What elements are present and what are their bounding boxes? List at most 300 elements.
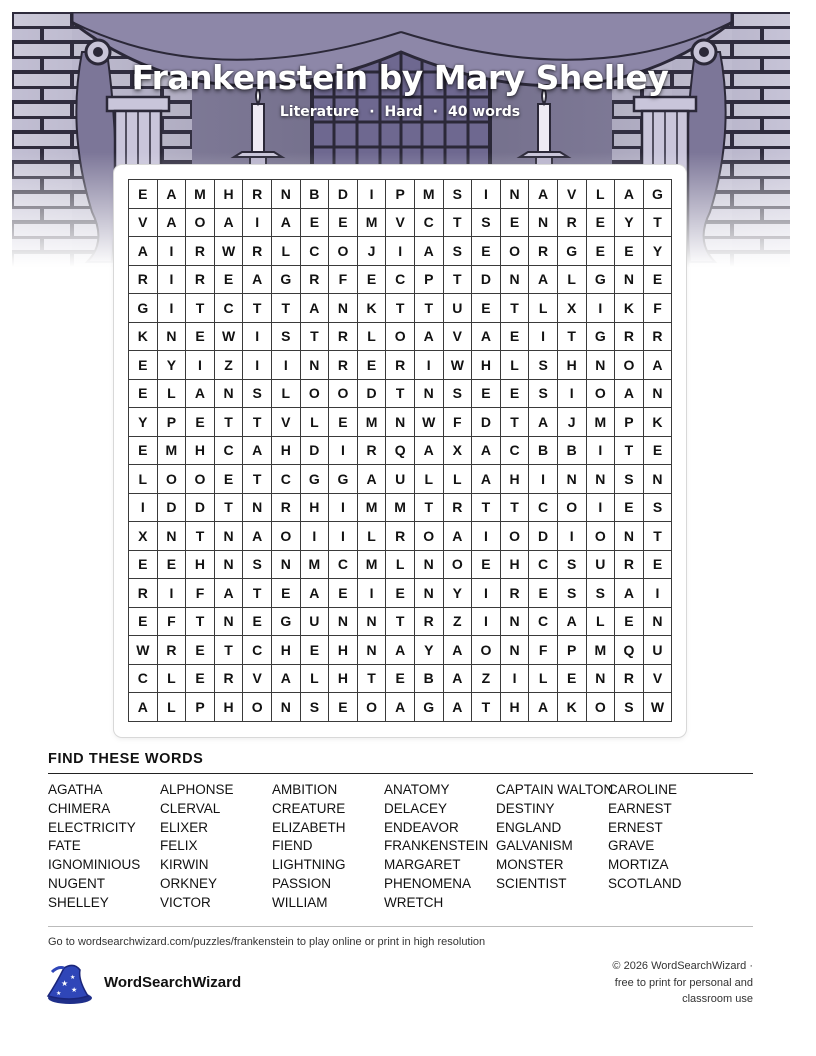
grid-cell: I [529,322,558,351]
word-list-item: CLERVAL [160,800,221,816]
grid-cell: A [129,237,158,266]
grid-cell: L [357,522,386,551]
word-list-item: ANATOMY [384,782,450,797]
grid-cell: E [472,237,501,266]
grid-row [129,607,672,636]
grid-cell: E [129,607,158,636]
grid-cell: S [300,693,329,722]
word-list-item: MARGARET [384,857,461,873]
grid-cell: T [500,294,529,323]
grid-cell: I [129,493,158,522]
grid-cell: E [643,436,672,465]
grid-cell: O [500,237,529,266]
puzzle-title: Frankenstein by Mary Shelley [131,58,669,97]
copyright-line: © 2026 WordSearchWizard · [612,960,753,972]
word-list-item: SCOTLAND [608,875,682,891]
word-list-item: GALVANISM [496,838,573,854]
grid-cell: E [129,379,158,408]
grid-cell: T [357,664,386,693]
grid-cell: I [643,579,672,608]
word-list-item: SHELLEY [48,894,109,910]
grid-cell: F [529,636,558,665]
grid-cell: T [500,408,529,437]
grid-cell: A [557,607,586,636]
word-list-item: PHENOMENA [384,875,472,891]
grid-cell: S [443,180,472,209]
grid-cell: L [500,351,529,380]
grid-cell: O [186,465,215,494]
grid-cell: E [529,579,558,608]
grid-cell: O [500,522,529,551]
grid-cell: Z [214,351,243,380]
grid-cell: T [214,636,243,665]
grid-cell: E [472,550,501,579]
grid-cell: C [329,550,358,579]
grid-cell: H [329,636,358,665]
grid-cell: I [243,322,272,351]
grid-cell: O [271,522,300,551]
grid-cell: O [186,208,215,237]
grid-cell: R [615,322,644,351]
word-list-item: SCIENTIST [496,875,567,891]
grid-cell: L [129,465,158,494]
grid-cell: L [157,379,186,408]
grid-cell: K [643,408,672,437]
grid-cell: F [157,607,186,636]
grid-cell: I [557,379,586,408]
word-list-item: IGNOMINIOUS [48,857,141,873]
grid-cell: R [214,664,243,693]
grid-cell: R [329,351,358,380]
grid-cell: T [214,408,243,437]
word-list-item: FELIX [160,838,198,854]
grid-cell: I [472,579,501,608]
grid-cell: I [586,294,615,323]
grid-cell: T [472,693,501,722]
grid-cell: O [472,636,501,665]
grid-cell: E [186,664,215,693]
grid-cell: S [615,465,644,494]
grid-cell: N [243,493,272,522]
grid-cell: M [357,408,386,437]
grid-cell: Z [443,607,472,636]
grid-cell: A [300,294,329,323]
grid-cell: O [157,465,186,494]
grid-cell: E [472,379,501,408]
grid-cell: V [386,208,415,237]
grid-cell: E [386,664,415,693]
grid-cell: U [443,294,472,323]
grid-cell: R [300,265,329,294]
meta-separator: · [369,104,375,120]
grid-cell: N [214,550,243,579]
grid-cell: E [129,180,158,209]
word-list-item: KIRWIN [160,857,209,873]
grid-cell: O [443,550,472,579]
grid-cell: A [186,379,215,408]
grid-cell: O [586,522,615,551]
grid-cell: S [243,550,272,579]
grid-cell: L [357,322,386,351]
svg-text:★: ★ [61,979,69,988]
grid-cell: R [243,180,272,209]
grid-cell: I [472,522,501,551]
grid-cell: C [414,208,443,237]
grid-cell: S [271,322,300,351]
grid-cell: H [500,465,529,494]
grid-cell: O [586,693,615,722]
grid-cell: A [529,693,558,722]
divider [48,773,753,774]
grid-cell: L [414,465,443,494]
grid-cell: P [386,180,415,209]
grid-cell: N [357,607,386,636]
puzzle-grid-card [114,165,686,737]
grid-cell: L [157,693,186,722]
grid-cell: K [557,693,586,722]
grid-cell: C [529,550,558,579]
grid-cell: R [129,265,158,294]
grid-cell: H [271,636,300,665]
word-list-item: ELIXER [160,819,209,835]
grid-cell: P [414,265,443,294]
grid-cell: I [586,493,615,522]
word-list-item: NUGENT [48,875,105,891]
grid-cell: Z [472,664,501,693]
grid-cell: S [615,693,644,722]
grid-cell: T [643,208,672,237]
grid-cell: F [329,265,358,294]
grid-cell: W [214,322,243,351]
grid-cell: D [472,265,501,294]
grid-cell: E [214,265,243,294]
grid-cell: M [357,550,386,579]
grid-cell: E [643,265,672,294]
grid-cell: L [529,664,558,693]
grid-cell: I [271,351,300,380]
grid-cell: X [557,294,586,323]
grid-cell: T [186,294,215,323]
grid-cell: I [557,522,586,551]
grid-cell: T [386,294,415,323]
word-list-item: VICTOR [160,894,211,910]
grid-cell: A [414,322,443,351]
grid-cell: N [329,607,358,636]
word-list-item: PASSION [272,875,332,891]
grid-cell: N [586,465,615,494]
grid-cell: E [615,607,644,636]
word-list-item: FIEND [272,838,313,854]
grid-cell: E [186,408,215,437]
footer-link-note: Go to wordsearchwizard.com/puzzles/frankenstein to play online or print in high resolution [48,936,486,948]
grid-cell: A [386,693,415,722]
divider [48,926,753,927]
grid-cell: N [157,522,186,551]
grid-cell: C [214,294,243,323]
grid-cell: S [557,579,586,608]
grid-cell: M [586,408,615,437]
grid-cell: E [615,493,644,522]
grid-cell: P [186,693,215,722]
grid-cell: D [300,436,329,465]
grid-cell: G [271,607,300,636]
grid-cell: F [186,579,215,608]
grid-cell: D [472,408,501,437]
grid-cell: F [643,294,672,323]
grid-cell: I [529,465,558,494]
meta-separator: · [432,104,438,120]
grid-row [129,408,672,437]
grid-cell: A [243,522,272,551]
grid-cell: T [386,607,415,636]
grid-cell: N [586,664,615,693]
grid-cell: I [329,493,358,522]
grid-cell: R [386,351,415,380]
grid-cell: E [643,550,672,579]
grid-cell: G [586,322,615,351]
grid-cell: O [300,379,329,408]
grid-cell: H [186,436,215,465]
grid-cell: C [129,664,158,693]
grid-cell: R [329,322,358,351]
word-list-item: AMBITION [272,782,338,797]
grid-cell: E [557,664,586,693]
grid-cell: E [129,550,158,579]
grid-cell: N [615,522,644,551]
grid-row [129,208,672,237]
letter-grid [128,179,672,722]
grid-cell: E [500,208,529,237]
grid-cell: N [300,351,329,380]
grid-cell: Y [157,351,186,380]
grid-cell: A [615,180,644,209]
grid-cell: S [557,550,586,579]
grid-cell: T [243,408,272,437]
grid-cell: N [214,607,243,636]
grid-cell: N [414,579,443,608]
grid-cell: I [472,180,501,209]
grid-cell: A [615,379,644,408]
grid-cell: H [300,493,329,522]
grid-cell: L [300,664,329,693]
grid-cell: I [300,522,329,551]
grid-cell: R [186,237,215,266]
grid-cell: Y [643,237,672,266]
grid-cell: A [157,208,186,237]
word-list-item: AGATHA [48,782,103,797]
grid-cell: U [386,465,415,494]
grid-cell: O [329,379,358,408]
grid-cell: E [129,436,158,465]
grid-row [129,465,672,494]
grid-cell: E [500,379,529,408]
grid-cell: Q [615,636,644,665]
grid-cell: N [414,379,443,408]
grid-cell: S [586,579,615,608]
grid-cell: M [300,550,329,579]
grid-cell: A [271,664,300,693]
grid-cell: E [186,636,215,665]
grid-cell: K [129,322,158,351]
grid-cell: X [443,436,472,465]
grid-cell: I [357,180,386,209]
svg-text:★: ★ [70,974,76,981]
grid-cell: R [129,579,158,608]
grid-cell: N [643,465,672,494]
grid-cell: A [129,693,158,722]
grid-cell: E [329,208,358,237]
grid-cell: K [357,294,386,323]
word-list-item: FRANKENSTEIN [384,838,489,854]
grid-cell: Y [615,208,644,237]
grid-cell: H [500,550,529,579]
grid-cell: C [529,607,558,636]
grid-cell: I [586,436,615,465]
grid-cell: I [157,579,186,608]
grid-cell: N [557,465,586,494]
word-list-item: ALPHONSE [160,782,234,797]
grid-cell: D [329,180,358,209]
grid-row [129,579,672,608]
grid-cell: W [129,636,158,665]
grid-cell: R [557,208,586,237]
grid-cell: E [357,265,386,294]
grid-cell: G [557,237,586,266]
grid-row [129,237,672,266]
grid-cell: R [643,322,672,351]
grid-cell: O [557,493,586,522]
grid-cell: I [243,351,272,380]
word-list-item: WILLIAM [272,894,328,910]
grid-row [129,522,672,551]
grid-cell: T [615,436,644,465]
grid-cell: T [300,322,329,351]
grid-cell: A [243,265,272,294]
grid-cell: V [557,180,586,209]
grid-cell: T [443,208,472,237]
grid-cell: T [414,294,443,323]
grid-cell: L [586,180,615,209]
grid-cell: I [186,351,215,380]
grid-cell: G [414,693,443,722]
grid-cell: A [472,322,501,351]
grid-cell: A [472,465,501,494]
grid-cell: L [271,237,300,266]
word-list-item: EARNEST [608,800,672,816]
grid-cell: S [472,208,501,237]
grid-cell: E [615,237,644,266]
grid-cell: I [357,579,386,608]
grid-cell: T [214,493,243,522]
word-list-item: ELIZABETH [272,819,346,835]
grid-cell: N [214,522,243,551]
grid-cell: E [586,237,615,266]
wizard-hat-icon [44,962,94,1011]
grid-row [129,294,672,323]
grid-cell: A [414,436,443,465]
grid-cell: H [186,550,215,579]
grid-cell: R [529,237,558,266]
grid-cell: N [500,180,529,209]
grid-row [129,493,672,522]
grid-cell: G [271,265,300,294]
grid-cell: S [243,379,272,408]
grid-cell: E [329,408,358,437]
grid-cell: O [414,522,443,551]
grid-cell: I [157,237,186,266]
grid-cell: L [386,550,415,579]
grid-row [129,180,672,209]
grid-cell: O [243,693,272,722]
grid-cell: W [414,408,443,437]
grid-cell: M [414,180,443,209]
grid-cell: H [472,351,501,380]
grid-cell: C [271,465,300,494]
word-list-item: CAROLINE [608,782,678,797]
grid-cell: R [615,664,644,693]
grid-cell: V [443,322,472,351]
grid-cell: N [586,351,615,380]
grid-cell: E [157,550,186,579]
word-list-item: GRAVE [608,838,655,854]
grid-cell: A [643,351,672,380]
grid-cell: D [157,493,186,522]
grid-cell: C [386,265,415,294]
grid-cell: F [443,408,472,437]
grid-cell: P [157,408,186,437]
grid-cell: E [300,636,329,665]
grid-cell: C [300,237,329,266]
grid-cell: H [329,664,358,693]
grid-cell: L [586,607,615,636]
grid-cell: Y [129,408,158,437]
word-list-item: ORKNEY [160,875,218,891]
grid-cell: C [214,436,243,465]
grid-cell: T [414,493,443,522]
grid-cell: R [615,550,644,579]
difficulty-label: Hard [384,104,423,120]
word-list-item: MORTIZA [608,857,669,873]
grid-cell: N [157,322,186,351]
grid-cell: Y [443,579,472,608]
grid-cell: M [186,180,215,209]
grid-cell: G [643,180,672,209]
grid-cell: L [157,664,186,693]
grid-cell: S [643,493,672,522]
grid-cell: I [472,607,501,636]
grid-cell: A [300,579,329,608]
grid-cell: A [357,465,386,494]
grid-cell: A [529,408,558,437]
grid-cell: A [443,693,472,722]
grid-cell: G [129,294,158,323]
svg-text:★: ★ [71,986,78,994]
grid-cell: U [586,550,615,579]
grid-cell: E [586,208,615,237]
word-list [48,781,758,913]
grid-cell: D [529,522,558,551]
grid-cell: Q [386,436,415,465]
grid-cell: M [586,636,615,665]
grid-cell: U [300,607,329,636]
grid-cell: K [615,294,644,323]
word-list-item: CHIMERA [48,800,111,816]
grid-cell: A [214,579,243,608]
grid-cell: T [557,322,586,351]
grid-cell: W [443,351,472,380]
grid-cell: R [386,522,415,551]
grid-cell: E [300,208,329,237]
